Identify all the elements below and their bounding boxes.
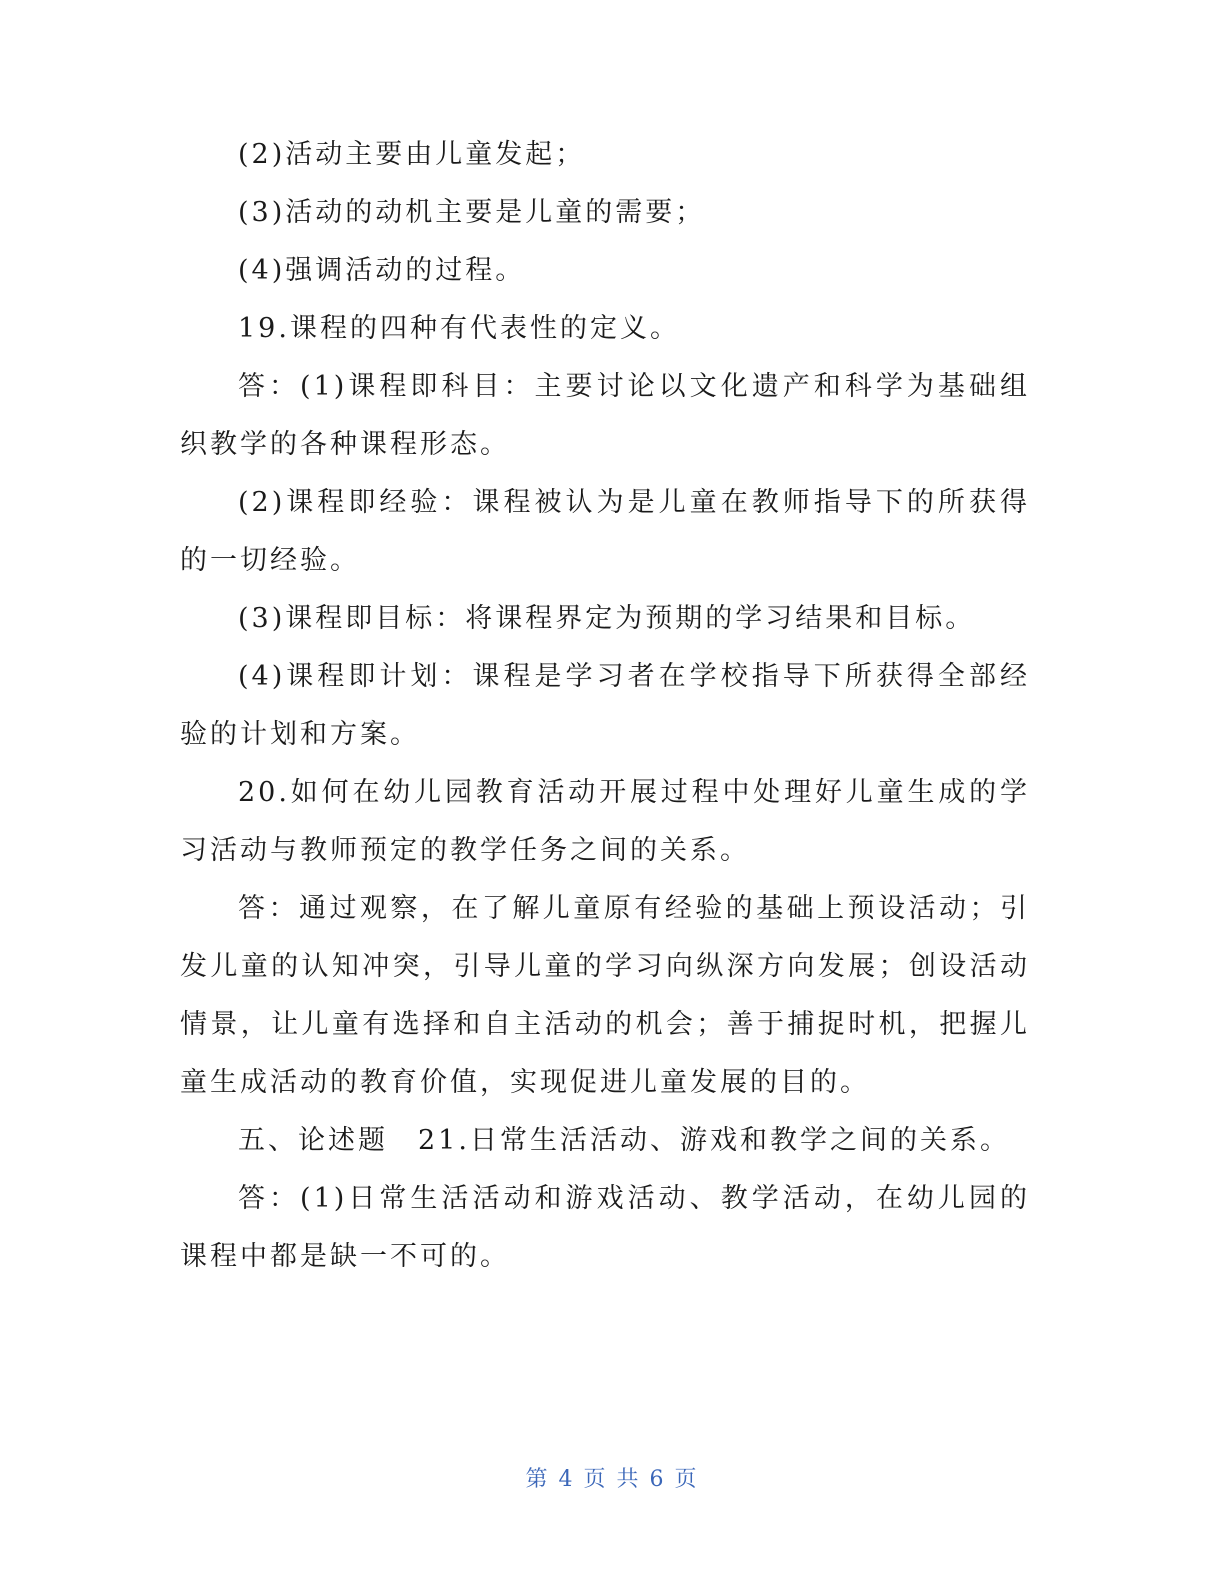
answer-19-item-3: (3)课程即目标：将课程界定为预期的学习结果和目标。	[238, 603, 976, 634]
answer-20: 答：通过观察，在了解儿童原有经验的基础上预设活动；引发儿童的认知冲突，引导儿童的学习向纵深方向发展；创设活动情景，让儿童有选择和自主活动的机会；善于捕捉时机，把握儿童生成活动的教育价值，实现促进儿童发展的目的。	[180, 893, 1030, 1098]
answer-21-item-1: 答：(1)日常生活活动和游戏活动、教学活动，在幼儿园的课程中都是缺一不可的。	[180, 1183, 1030, 1272]
document-body	[180, 126, 1030, 1286]
paragraph-item-2: (2)活动主要由儿童发起；	[238, 139, 586, 170]
answer-19-item-2: (2)课程即经验：课程被认为是儿童在教师指导下的所获得的一切经验。	[180, 487, 1030, 576]
page-number-footer: 第 4 页 共 6 页	[525, 1467, 699, 1492]
question-19: 19.课程的四种有代表性的定义。	[238, 313, 680, 344]
section-5-question-21: 五、论述题 21.日常生活活动、游戏和教学之间的关系。	[238, 1125, 1010, 1156]
answer-19-item-4: (4)课程即计划：课程是学习者在学校指导下所获得全部经验的计划和方案。	[180, 661, 1030, 750]
answer-19-item-1: 答：(1)课程即科目：主要讨论以文化遗产和科学为基础组织教学的各种课程形态。	[180, 371, 1030, 460]
paragraph-item-4: (4)强调活动的过程。	[238, 255, 526, 286]
question-20: 20.如何在幼儿园教育活动开展过程中处理好儿童生成的学习活动与教师预定的教学任务之间的关系。	[180, 777, 1030, 866]
paragraph-item-3: (3)活动的动机主要是儿童的需要；	[238, 197, 706, 228]
